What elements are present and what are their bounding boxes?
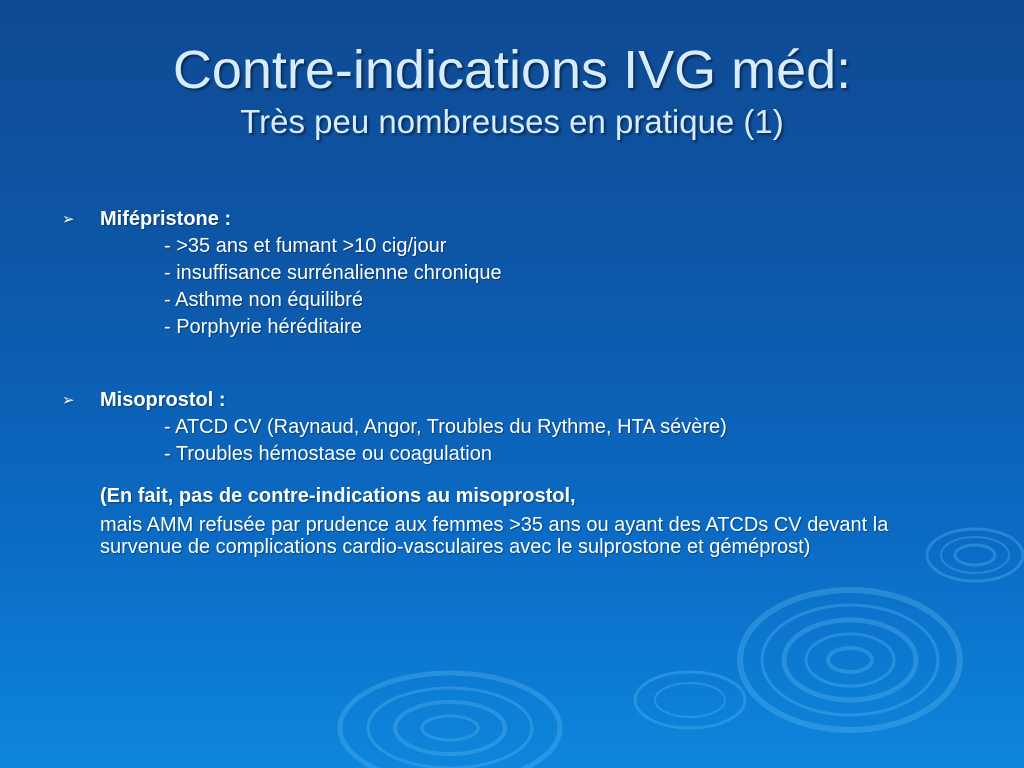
section-heading: Mifépristone : [100,208,232,230]
ripple-large [740,590,960,730]
bullet-mifepristone [62,206,942,233]
arrow-bullet-icon: ➢ [62,211,75,228]
list-item: - insuffisance surrénalienne chronique [164,262,502,284]
arrow-bullet-icon: ➢ [62,392,75,409]
slide-body [62,206,942,558]
list-item: - ATCD CV (Raynaud, Angor, Troubles du Rythme, HTA sévère) [164,416,727,438]
note-block [62,483,942,558]
ripple-bottom-right [635,672,745,728]
list-item: - Asthme non équilibré [164,289,364,311]
slide-title: Contre-indications IVG méd: [172,40,852,100]
note-body: mais AMM refusée par prudence aux femmes >35 ans ou ayant des ATCDs CV devant la survenue de complications cardio-vasculaires avec le sulprostone et géméprost) [100,514,889,558]
bullet-misoprostol [62,387,942,414]
title-block [0,38,1024,142]
spacer [62,468,942,483]
ripple-bottom-center [340,673,560,768]
list-item: - Porphyrie héréditaire [164,316,362,338]
spacer [62,341,942,387]
list-item: - Troubles hémostase ou coagulation [164,443,492,465]
note-heading: (En fait, pas de contre-indications au misoprostol, [100,485,576,507]
slide-subtitle: Très peu nombreuses en pratique (1) [240,103,784,140]
list-item: - >35 ans et fumant >10 cig/jour [164,235,447,257]
section-heading: Misoprostol : [100,389,226,411]
